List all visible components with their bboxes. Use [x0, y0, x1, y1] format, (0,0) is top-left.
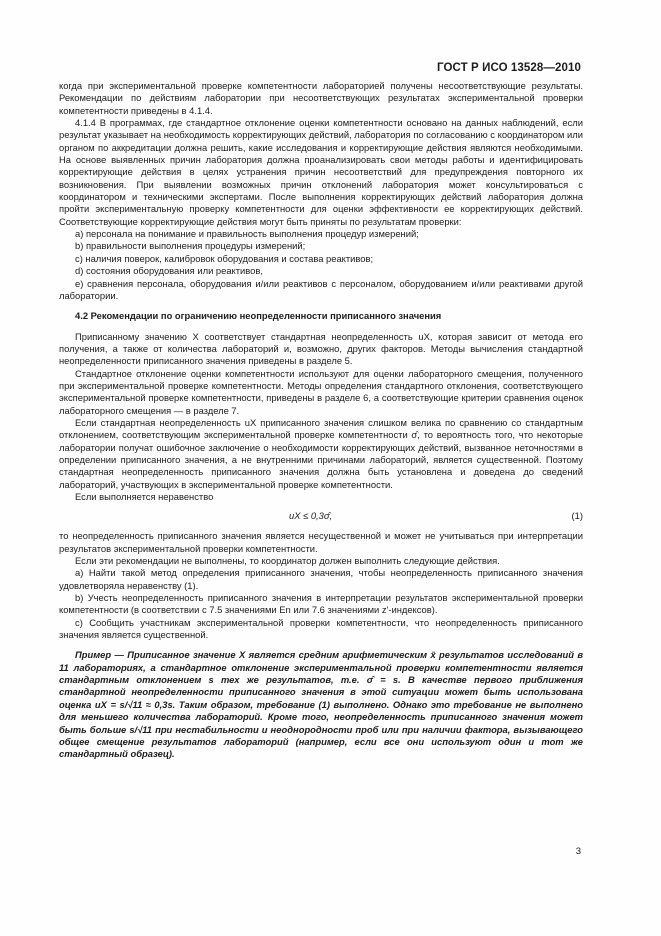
- section-heading: 4.2 Рекомендации по ограничению неопределенности приписанного значения: [75, 310, 442, 322]
- paragraph: Стандартное отклонение оценки компетентности используют для оценки лабораторного смещения, полученного при экспериментальной проверке компетентности. Методы определения стандартного отклонения, соответствующего экспериментальной проверке компетентности, приведены в разделе 6, а соответствующие критерии сравнения оценок лабораторного смещения — в разделе 7.: [59, 367, 583, 416]
- list-item: b) правильности выполнения процедуры измерений;: [75, 240, 306, 252]
- formula-expression: uX ≤ 0,3σ̂,: [289, 510, 333, 522]
- paragraph: Если выполняется неравенство: [75, 491, 214, 502]
- list-item: d) состояния оборудования или реактивов,: [75, 265, 263, 277]
- paragraph: Если стандартная неопределенность uX приписанного значения слишком велика по сравнению со стандартным отклонением, соответствующим экспериментальной проверке компетентности σ̂, то вероятность того, что некоторые лаборатории получат ошибочное заключение о необходимости корректирующих действий, вызванное неточностями в определении приписанного значения, а не внутренними причинами лабораторий, является существенной. Поэтому стандартная неопределенность приписанного значения должна быть установлена и доведена до сведений лабораторий, участвующих в экспериментальной проверке компетентности.: [59, 416, 583, 490]
- paragraph: b) Учесть неопределенность приписанного значения в интерпретации результатов экспериментальной проверки компетентности (в соответствии с 7.5 значениями En или 7.6 значениями z'-индексов).: [59, 592, 583, 616]
- paragraph: Приписанному значению X соответствует стандартная неопределенность uX, которая зависит от метода его получения, а также от количества лабораторий и, возможно, других факторов. Методы вычисления стандартной неопределенности приписанного значения приведены в разделе 5.: [59, 330, 583, 367]
- list-item: е) сравнения персонала, оборудования и/или реактивов с персоналом, оборудованием и/или реактивами другой лаборатории.: [59, 277, 583, 301]
- paragraph: то неопределенность приписанного значения является несущественной и может не учитываться при интерпретации результатов экспериментальной проверки компетентности.: [59, 530, 583, 554]
- formula: [59, 506, 583, 526]
- formula-number: (1): [571, 510, 583, 522]
- paragraph: Если эти рекомендации не выполнены, то координатор должен выполнить следующие действия.: [75, 555, 500, 567]
- example-note: Пример — Приписанное значение X является средним арифметическим x̄ результатов исследований в 11 лабораториях, а стандартное отклонение экспериментальной проверки компетентности является стандартным отклонением s тех же результатов, т.е. σ̂ = s. В качестве первого приближения стандартной неопределенности приписанного значения в этой ситуации может быть использована оценка uX = s/√11 ≈ 0,3s. Таким образом, требование (1) выполнено. Однако это требование не выполнено для меньшего количества лабораторий. Кроме того, неопределенность приписанного значения может быть больше s/√11 при нестабильности и неоднородности проб или при наличии фактора, вызывающего общее смещение результатов лабораторий (например, если все они используют один и тот же стандартный образец).: [59, 649, 583, 760]
- list-item: а) персонала на понимание и правильность выполнения процедур измерений;: [75, 228, 419, 240]
- paragraph: 4.1.4 В программах, где стандартное отклонение оценки компетентности основано на данных наблюдений, если результат указывает на необходимость корректирующих действий, лаборатория по согласованию с координатором или органом по аккредитации должна решить, какие исследования и корректирующие действия являются необходимыми. На основе выявленных причин лаборатория должна проанализировать свои методы работы и идентифицировать корректирующие действия в целях устранения причин несоответствий для предупреждения повторного их возникновения. При выявлении возможных причин отклонений лаборатория может консультироваться с координатором и техническими экспертами. После выполнения корректирующих действий лаборатория должна пройти экспериментальную проверку компетентности для оценки эффективности ее корректирующих действий. Соответствующие корректирующие действия могут быть приняты по результатам проверки:: [59, 117, 583, 227]
- paragraph: с) Сообщить участникам экспериментальной проверки компетентности, что неопределенность приписанного значения является существенной.: [59, 616, 583, 641]
- page-number: 3: [575, 846, 581, 857]
- paragraph: a) Найти такой метод определения приписанного значения, чтобы неопределенность приписанного значения удовлетворяла неравенству (1).: [59, 567, 583, 591]
- document-header: ГОСТ Р ИСО 13528—2010: [436, 62, 581, 74]
- document-body: [59, 80, 583, 761]
- list-item: с) наличия поверок, калибровок оборудования и состава реактивов;: [75, 252, 374, 264]
- paragraph: когда при экспериментальной проверке компетентности лабораторией получены несоответствующие результаты. Рекомендации по действиям лаборатории при несоответствующих результатах экспериментальной проверки компетентности приведены в 4.1.4.: [59, 80, 583, 116]
